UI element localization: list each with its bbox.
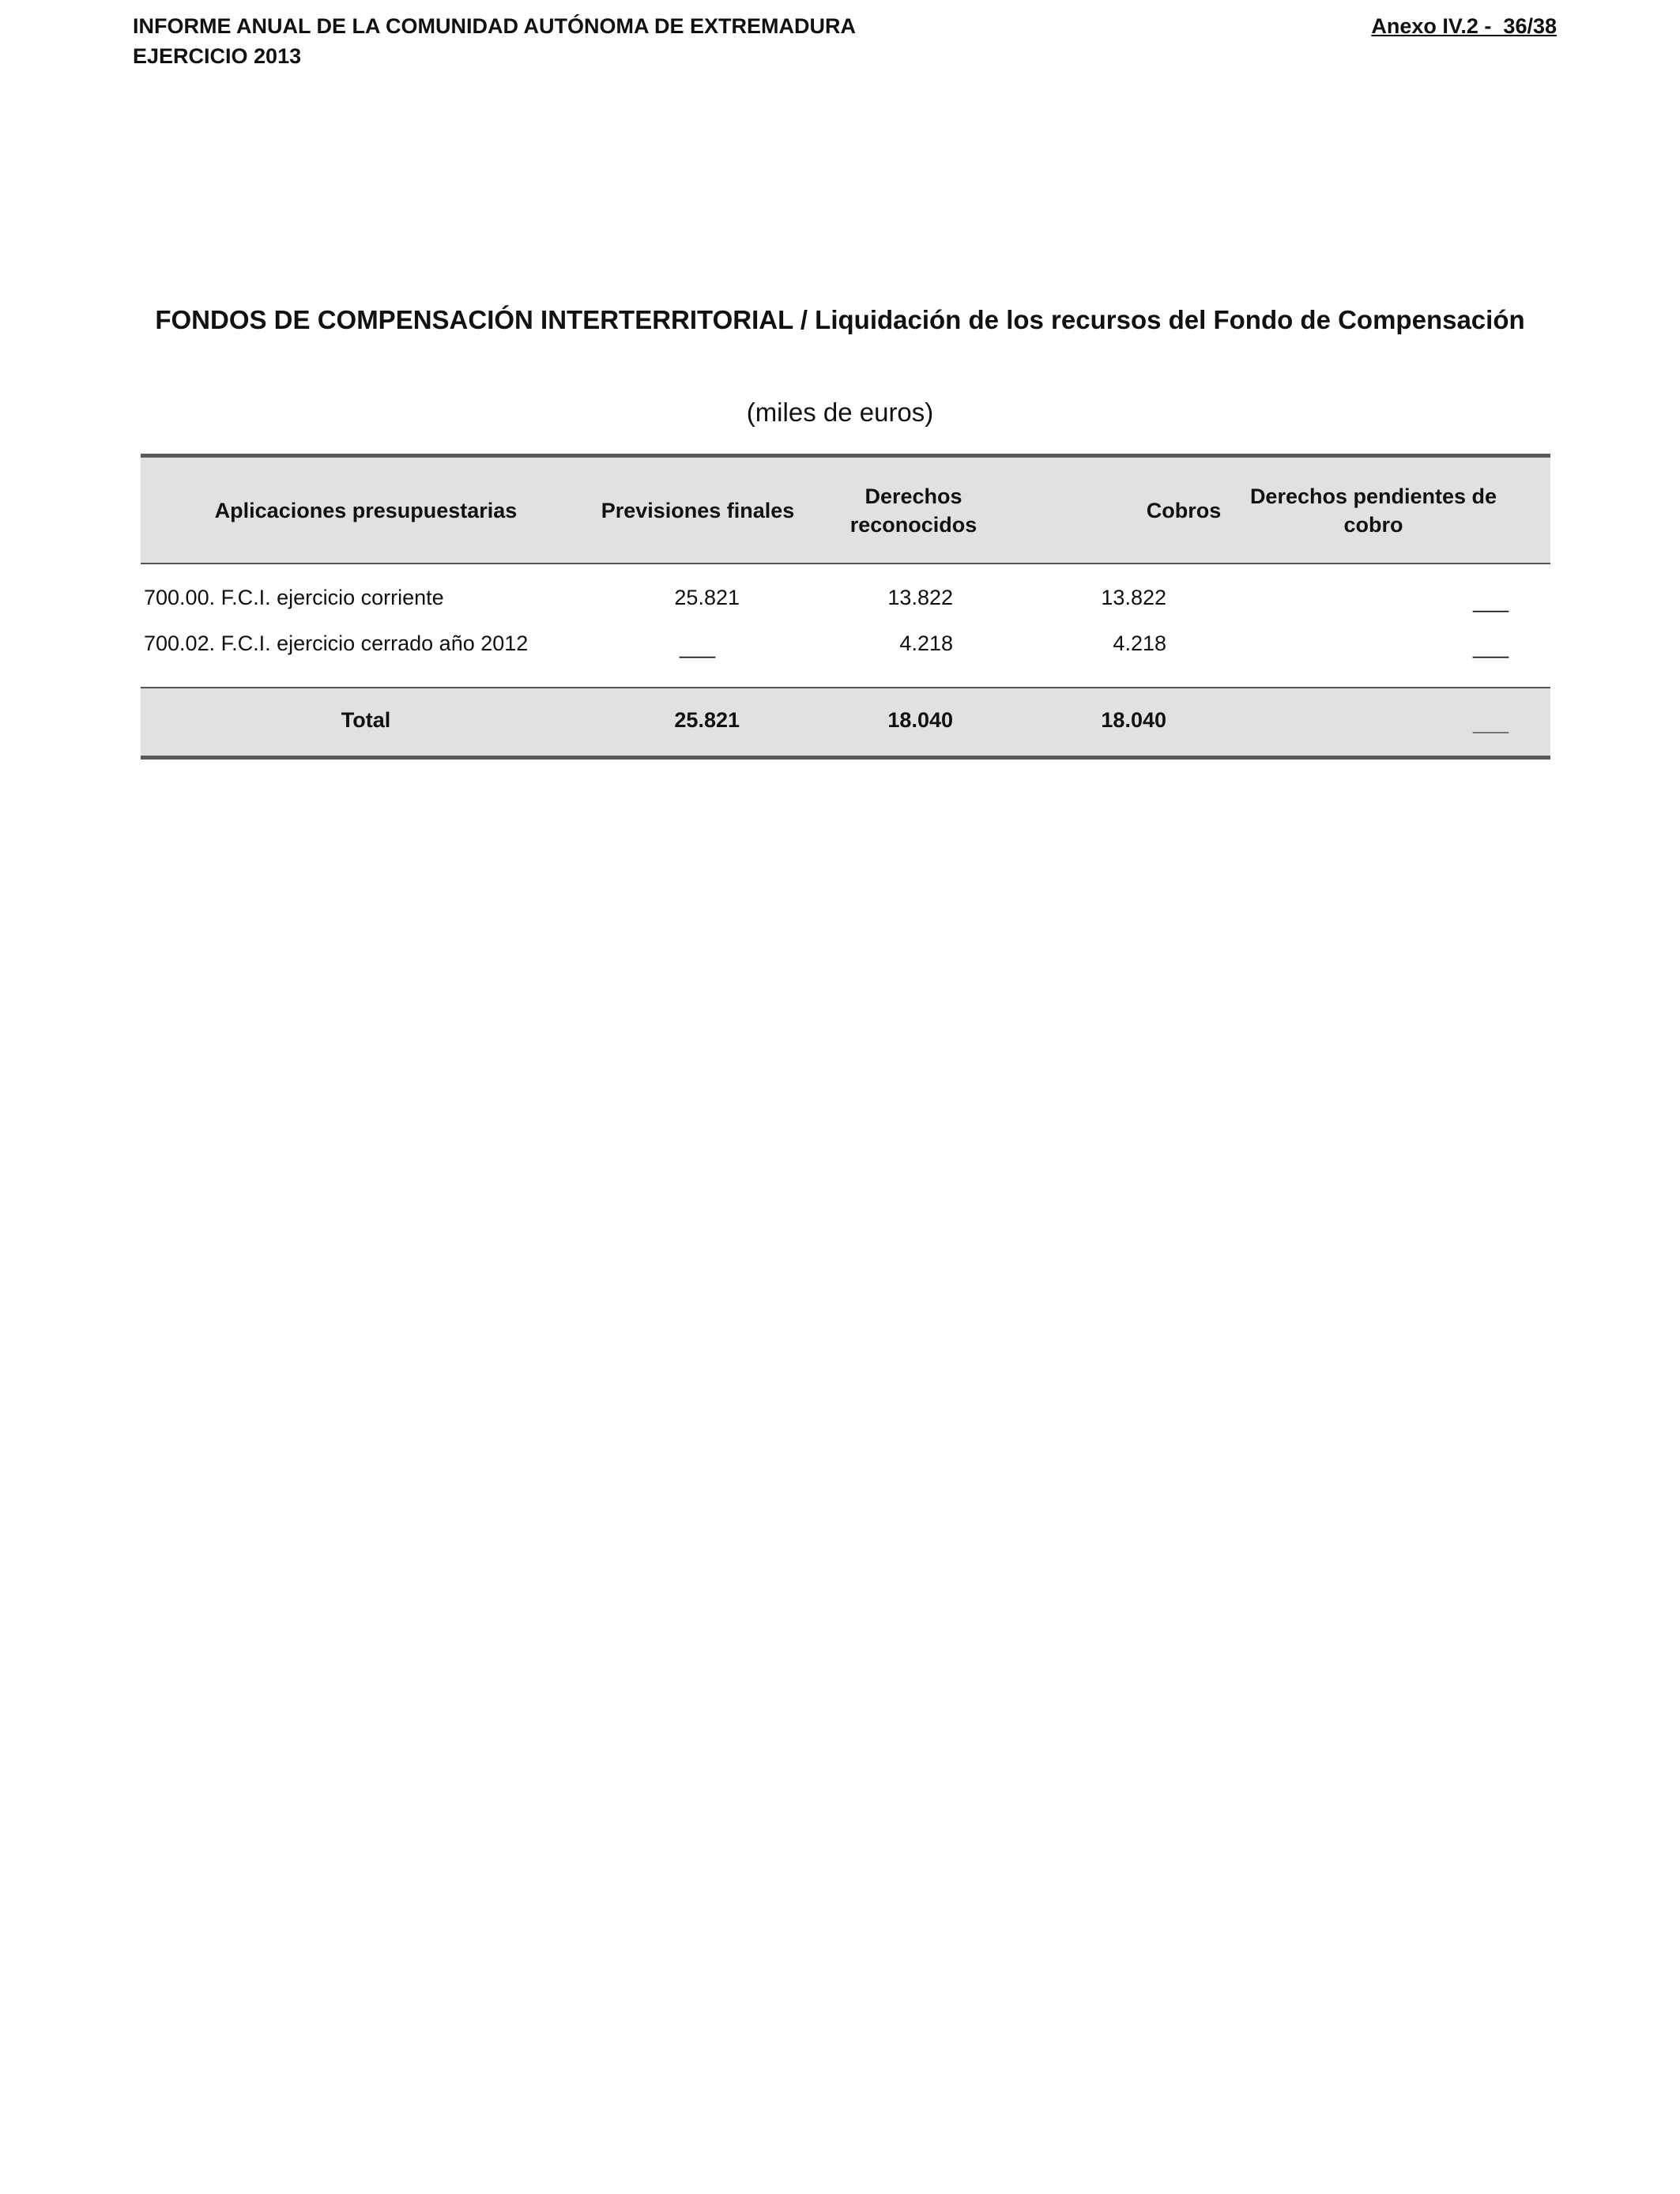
column-header-cobros: Cobros: [1146, 498, 1222, 522]
table-title-main: FONDOS DE COMPENSACIÓN INTERTERRITORIAL /: [155, 305, 808, 334]
row-previsiones: 25.821: [674, 586, 740, 609]
units-label: (miles de euros): [746, 398, 934, 427]
row-cobros: 4.218: [1113, 631, 1166, 655]
column-header-aplicaciones: Aplicaciones presupuestarias: [214, 498, 518, 522]
column-header-derechos: Derechos reconocidos: [849, 484, 977, 537]
liquidation-table: [141, 454, 1550, 760]
total-label: Total: [341, 708, 391, 732]
report-title: INFORME ANUAL DE LA COMUNIDAD AUTÓNOMA DE EXTREMADURA: [133, 14, 856, 38]
row-derechos: 4.218: [899, 631, 953, 655]
total-previsiones: 25.821: [674, 708, 740, 732]
total-derechos: 18.040: [887, 708, 953, 732]
row-label: 700.00. F.C.I. ejercicio corriente: [144, 586, 444, 609]
row-previsiones: ___: [680, 635, 716, 658]
total-pendientes: ___: [1473, 711, 1509, 735]
total-cobros: 18.040: [1101, 708, 1166, 732]
table-title-subtitle: Liquidación de los recursos del Fondo de Compensación: [808, 305, 1525, 334]
total-row: [141, 688, 1550, 756]
row-pendientes: ___: [1473, 635, 1509, 658]
report-header: [133, 11, 856, 71]
fiscal-year: EJERCICIO 2013: [133, 44, 302, 68]
table-header: [141, 458, 1550, 563]
column-header-previsiones: Previsiones finales: [601, 498, 795, 522]
table-bottom-rule: [141, 756, 1550, 760]
table-title: [0, 305, 1680, 335]
annex-page-number: Anexo IV.2 - 36/38: [1371, 14, 1557, 38]
row-derechos: 13.822: [887, 586, 953, 609]
column-header-pendientes: Derechos pendientes de cobro: [1249, 484, 1497, 537]
row-cobros: 13.822: [1101, 586, 1166, 609]
row-label: 700.02. F.C.I. ejercicio cerrado año 2012: [144, 631, 529, 655]
row-pendientes: ___: [1473, 589, 1509, 613]
table-body: [141, 564, 1550, 687]
